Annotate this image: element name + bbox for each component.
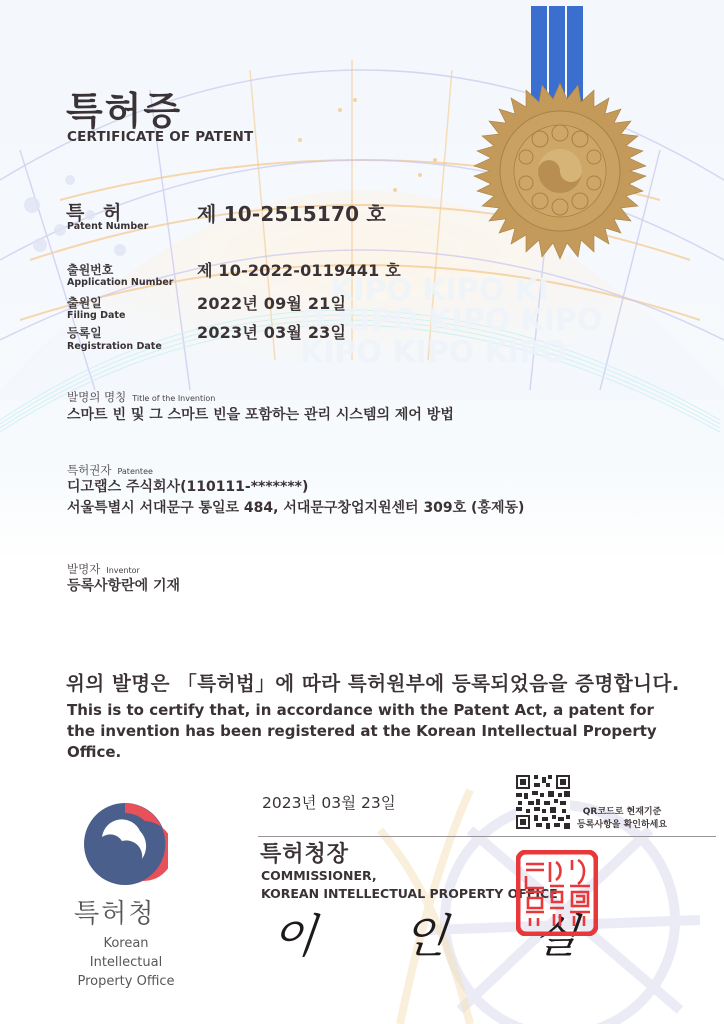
- certification-statement-ko: 위의 발명은 「특허법」에 따라 특허원부에 등록되었음을 증명합니다.: [66, 672, 680, 695]
- signature: 이 인 실: [268, 909, 618, 963]
- inventor-label-ko: 발명자: [67, 562, 101, 576]
- kipo-logo-text-ko: 특허청: [74, 899, 156, 929]
- registration-date-label: 등록일: [67, 326, 102, 340]
- patent-number-label: 특 허: [66, 202, 128, 224]
- commissioner-title-en-line2: KOREAN INTELLECTUAL PROPERTY OFFICE: [261, 886, 558, 901]
- certificate-title: 특허증: [66, 89, 183, 133]
- patentee-address: 서울특별시 서대문구 통일로 484, 서대문구창업지원센터 309호 (홍제동): [67, 500, 525, 516]
- svg-text:KIPO KIPO KIPO: KIPO KIPO KIPO: [300, 335, 567, 370]
- qr-code-icon[interactable]: [516, 775, 570, 829]
- certification-statement-en: This is to certify that, in accordance with the Patent Act, a patent for the invention has been registered at the Korean Intellectual Property Office.: [67, 701, 657, 761]
- invention-title-value: 스마트 빈 및 그 스마트 빈을 포함하는 관리 시스템의 제어 방법: [67, 407, 454, 423]
- application-number-label: 출원번호: [67, 263, 114, 277]
- svg-text:KIPO KIPO KI: KIPO KIPO KI: [330, 273, 550, 308]
- kipo-logo-text-en-line1: Korean Intellectual: [89, 936, 163, 970]
- qr-note-line1: QR코드로 현재기준: [582, 807, 662, 817]
- kipo-logo-icon: [82, 801, 168, 887]
- application-number-value: 제 10-2022-0119441 호: [197, 261, 401, 280]
- commissioner-title-en-line1: COMMISSIONER,: [261, 868, 377, 883]
- invention-title-label: [67, 386, 215, 405]
- gold-seal-icon: [468, 4, 652, 260]
- certificate-subtitle: CERTIFICATE OF PATENT: [67, 129, 254, 145]
- issue-date: 2023년 03월 23일: [262, 794, 396, 812]
- patent-number-label-en: Patent Number: [67, 221, 149, 232]
- invention-title-label-ko: 발명의 명칭: [67, 390, 127, 404]
- registration-date-value: 2023년 03월 23일: [197, 323, 347, 342]
- svg-text:O KIPO KIPO KIPO: O KIPO KIPO KIPO: [300, 303, 603, 338]
- qr-note-line2: 등록사항을 확인하세요: [577, 820, 668, 830]
- invention-title-label-en: Title of the Invention: [132, 394, 216, 403]
- filing-date-label-en: Filing Date: [67, 310, 126, 321]
- qr-note: [577, 806, 667, 832]
- kipo-logo-text-en: [66, 934, 186, 991]
- filing-date-label: 출원일: [67, 296, 102, 310]
- patentee-label-en: Patentee: [117, 467, 153, 476]
- filing-date-value: 2022년 09월 21일: [197, 294, 347, 313]
- commissioner-title-en: [261, 867, 558, 903]
- application-number-label-en: Application Number: [67, 277, 174, 288]
- registration-date-label-en: Registration Date: [67, 341, 162, 352]
- inventor-label-en: Inventor: [106, 566, 140, 575]
- inventor-value: 등록사항란에 기재: [67, 578, 181, 594]
- commissioner-title-ko: 특허청장: [260, 842, 350, 867]
- patentee-name: 디고랩스 주식회사(110111-*******): [67, 479, 309, 495]
- kipo-logo-text-en-line2: Property Office: [77, 974, 175, 989]
- patent-number-value: 제 10-2515170 호: [197, 202, 386, 226]
- official-stamp-icon: [516, 850, 598, 936]
- patentee-label-ko: 특허권자: [67, 463, 112, 477]
